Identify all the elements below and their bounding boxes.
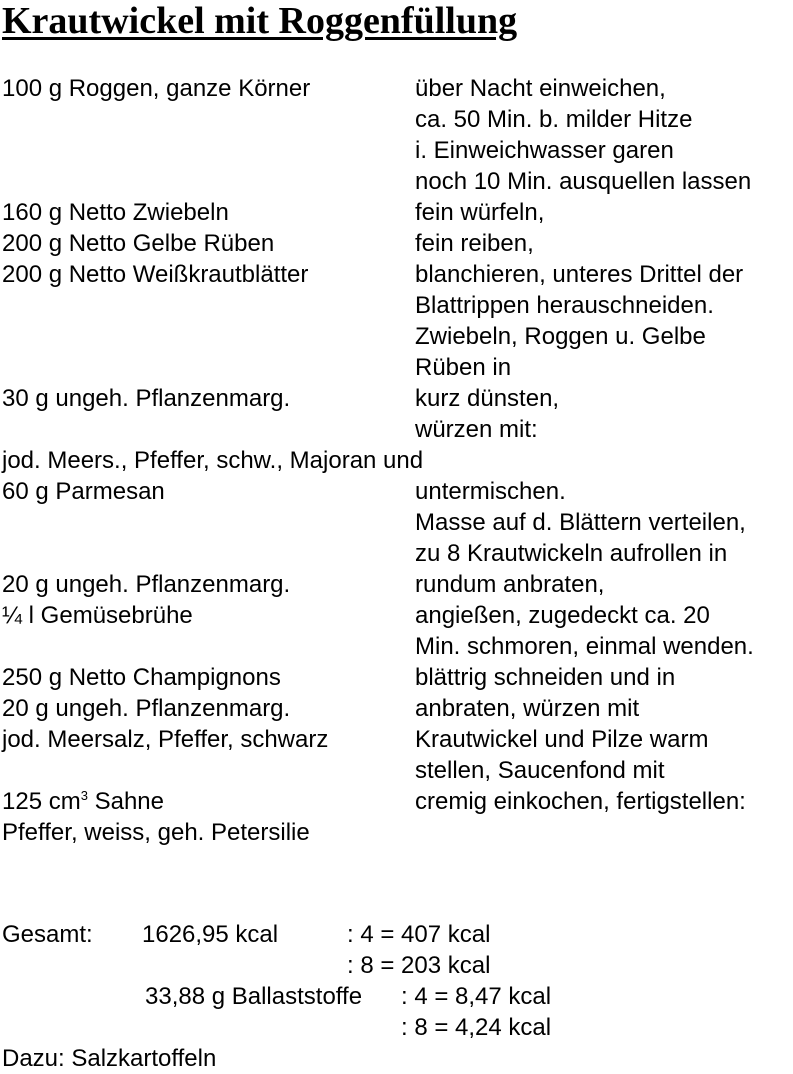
ingredient-cell — [2, 786, 164, 817]
instruction-cell: würzen mit: — [415, 416, 538, 443]
instruction-cell: fein würfeln, — [415, 199, 545, 226]
page-title: Krautwickel mit Roggenfüllung — [2, 0, 518, 42]
total-kcal: 1626,95 kcal — [142, 921, 279, 948]
instruction-cell: kurz dünsten, — [415, 385, 560, 412]
fiber-per-8: : 8 = 4,24 kcal — [401, 1014, 552, 1041]
instruction-cell: noch 10 Min. ausquellen lassen — [415, 168, 752, 195]
instruction-cell: Masse auf d. Blättern verteilen, — [415, 509, 746, 536]
ingredient-cell: 60 g Parmesan — [2, 478, 165, 505]
side-dish: Dazu: Salzkartoffeln — [2, 1045, 217, 1072]
ingredient-cell: 160 g Netto Zwiebeln — [2, 199, 229, 226]
ingredient-cell: 200 g Netto Gelbe Rüben — [2, 230, 275, 257]
full-width-line: jod. Meers., Pfeffer, schw., Majoran und — [2, 447, 424, 474]
instruction-cell: untermischen. — [415, 478, 566, 505]
full-width-line: Pfeffer, weiss, geh. Petersilie — [2, 819, 310, 846]
fiber-per-4: : 4 = 8,47 kcal — [401, 983, 552, 1010]
ingredient-cell: jod. Meersalz, Pfeffer, schwarz — [2, 726, 329, 753]
instruction-cell: stellen, Saucenfond mit — [415, 757, 665, 784]
instruction-cell: Rüben in — [415, 354, 512, 381]
kcal-per-8: : 8 = 203 kcal — [347, 952, 491, 979]
instruction-cell: über Nacht einweichen, — [415, 75, 666, 102]
ingredient-cell: 250 g Netto Champignons — [2, 664, 281, 691]
instruction-cell: cremig einkochen, fertigstellen: — [415, 788, 746, 815]
instruction-cell: Zwiebeln, Roggen u. Gelbe — [415, 323, 706, 350]
ingredient-cell: 20 g ungeh. Pflanzenmarg. — [2, 695, 291, 722]
instruction-cell: Krautwickel und Pilze warm — [415, 726, 709, 753]
instruction-cell: angießen, zugedeckt ca. 20 — [415, 602, 710, 629]
kcal-per-4: : 4 = 407 kcal — [347, 921, 491, 948]
instruction-cell: anbraten, würzen mit — [415, 695, 640, 722]
ingredient-cell: 30 g ungeh. Pflanzenmarg. — [2, 385, 291, 412]
ingredient-amount: 125 cm — [2, 788, 81, 815]
instruction-cell: Blattrippen herauschneiden. — [415, 292, 714, 319]
instruction-cell: fein reiben, — [415, 230, 534, 257]
instruction-cell: blättrig schneiden und in — [415, 664, 676, 691]
ingredient-cell: 100 g Roggen, ganze Körner — [2, 75, 311, 102]
ingredient-cell: ¼ l Gemüsebrühe — [2, 602, 193, 629]
instruction-cell: Min. schmoren, einmal wenden. — [415, 633, 754, 660]
total-label: Gesamt: — [2, 921, 93, 948]
ingredient-name: Sahne — [87, 788, 165, 815]
instruction-cell: zu 8 Krautwickeln aufrollen in — [415, 540, 728, 567]
instruction-cell: i. Einweichwasser garen — [415, 137, 674, 164]
instruction-cell: rundum anbraten, — [415, 571, 605, 598]
instruction-cell: blanchieren, unteres Drittel der — [415, 261, 744, 288]
ingredient-cell: 20 g ungeh. Pflanzenmarg. — [2, 571, 291, 598]
instruction-cell: ca. 50 Min. b. milder Hitze — [415, 106, 693, 133]
superscript-three: 3 — [80, 788, 88, 803]
ingredient-cell: 200 g Netto Weißkrautblätter — [2, 261, 309, 288]
fiber-total: 33,88 g Ballaststoffe — [145, 983, 363, 1010]
